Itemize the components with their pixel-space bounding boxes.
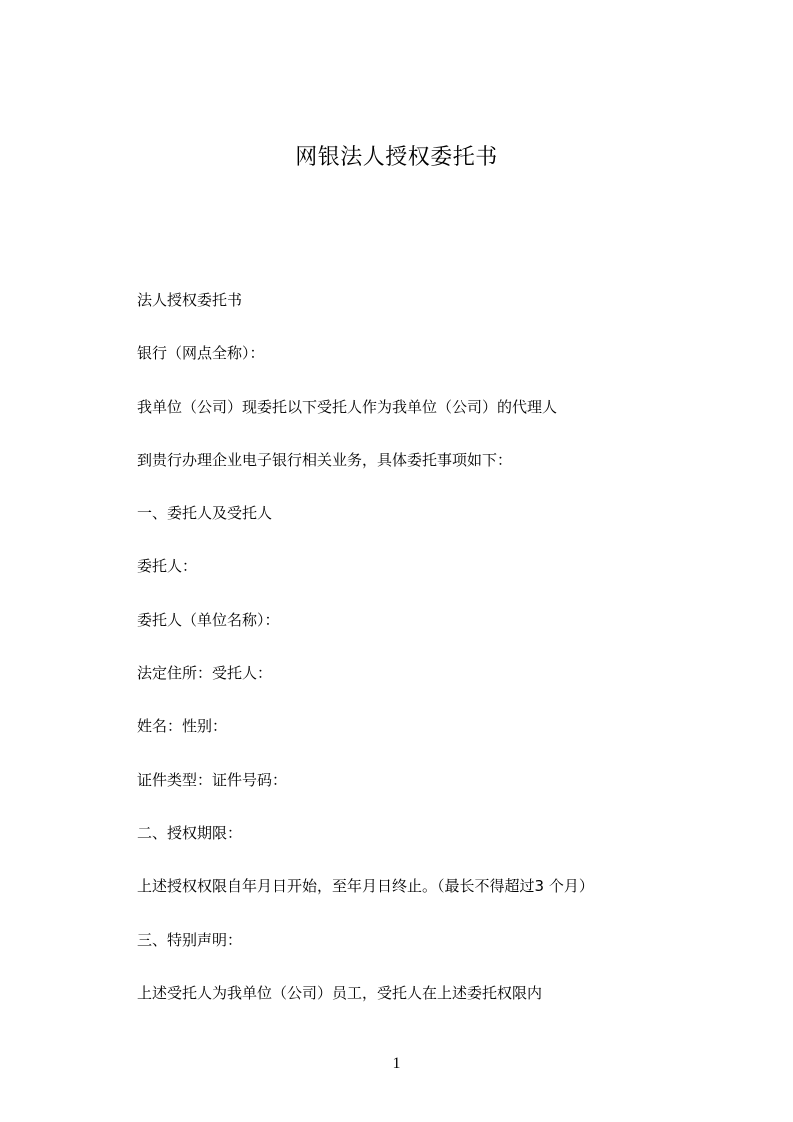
paragraph: 委托人（单位名称）： <box>137 610 280 629</box>
paragraph: 上述受托人为我单位（公司）员工，受托人在上述委托权限内 <box>137 983 543 1002</box>
paragraph: 委托人： <box>137 557 198 576</box>
paragraph: 证件类型：证件号码： <box>137 770 288 789</box>
section-heading: 三、特别声明： <box>137 930 243 949</box>
paragraph: 法定住所：受托人： <box>137 664 273 683</box>
document-title: 网银法人授权委托书 <box>295 145 498 170</box>
page-number: 1 <box>392 1055 401 1072</box>
paragraph: 姓名：性别： <box>137 717 228 736</box>
paragraph: 到贵行办理企业电子银行相关业务，具体委托事项如下： <box>137 450 513 469</box>
document-body <box>137 290 697 1036</box>
paragraph: 上述授权权限自年月日开始，至年月日终止。（最长不得超过3 个月） <box>137 877 594 896</box>
paragraph: 银行（网点全称）： <box>137 344 265 363</box>
paragraph: 我单位（公司）现委托以下受托人作为我单位（公司）的代理人 <box>137 397 558 416</box>
section-heading: 一、委托人及受托人 <box>137 504 273 523</box>
section-heading: 二、授权期限： <box>137 823 243 842</box>
paragraph: 法人授权委托书 <box>137 291 243 309</box>
